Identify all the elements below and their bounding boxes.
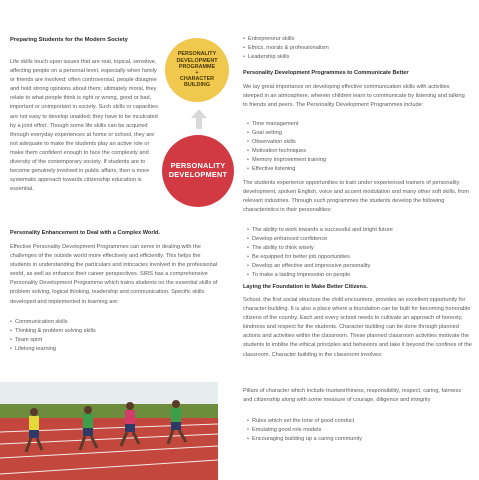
circle-line: DEVELOPMENT [176, 57, 218, 64]
list-item: • The ability to work towards a successful and bright future [247, 226, 393, 235]
circle-line: PERSONALITY [177, 51, 217, 58]
list-item: • Motivation techniques [247, 147, 326, 156]
list-item: • Communication skills [10, 318, 96, 327]
circle-line: CHARACTER [179, 76, 215, 83]
character-list [247, 417, 362, 444]
list-item: • Observation skills [247, 138, 326, 147]
paragraph-pillars: Pillars of character which include trustworthiness, responsibility, respect, caring, fairness and citizenship along with some measure of courage, diligence and integrity [243, 388, 462, 404]
list-item: • Encouraging building up a caring community [247, 435, 362, 444]
programmes-list [247, 120, 326, 175]
paragraph-communication-skills: We lay great importance on developing effective communication skills with activities steeped in an atmosphere, wherein children learn to communicate by listening and talking to friends and peers. The Personality Development Programmes include: [243, 84, 465, 109]
paragraph-trainers: The students experience opportunities to train under experienced trainers of personality development, spoken English, voice and accent modulation and many other soft skills, from relevant industries. Through such programmes the students develop the following characteristics in their personalities: [243, 180, 470, 214]
list-item: • Thinking & problem solving skills [10, 327, 96, 336]
circle-pdp-character-building [165, 38, 229, 102]
heading-communicate-better: Personality Development Programmes to Communicate Better [243, 70, 409, 76]
list-item: • Effective listening [247, 165, 326, 174]
circle-line: + [195, 70, 199, 76]
heading-modern-society: Preparing Students for the Modern Society [10, 37, 128, 43]
list-item: • Ethics, morals & professionalism [243, 44, 329, 53]
list-item: • The ability to think wisely [247, 244, 393, 253]
list-item: • Team spirit [10, 336, 96, 345]
paragraph-character-building: School, the first social structure the child encounters, provides an excellent opportunity for character-building. It is also a place where a foundation can be built for becoming honorable citizens of the country. Each and every school needs to cultivate an approach of honesty, kindness and respect for the students. Character building can be done through planned actions and activities within the classroom. These planned classroom activities motivate the students to imbibe the ethical principles and behaviors and take it beyond the confines of the classroom. Character building in the classroom involves: [243, 297, 472, 358]
circle-line: BUILDING [183, 82, 211, 89]
list-item: • Memory improvement training [247, 156, 326, 165]
list-item: • To make a lasting impression on people [247, 271, 393, 280]
circle-personality-development [162, 135, 234, 207]
list-item: • Leadership skills [243, 53, 329, 62]
list-item: • Be equipped for better job opportunities [247, 253, 393, 262]
top-skills-list [243, 35, 329, 62]
skills-bullet-list [10, 318, 96, 354]
list-item: • Rules which set the tone of good conduct [247, 417, 362, 426]
heading-personality-enhancement: Personality Enhancement to Deal with a Complex World. [10, 230, 161, 236]
circle-line: DEVELOPMENT [168, 170, 228, 179]
list-item: • Develop an effective and impressive personality [247, 262, 393, 271]
heading-better-citizens: Laying the Foundation to Make Better Citizens. [243, 284, 368, 290]
list-item: • Entrepreneur skills [243, 35, 329, 44]
paragraph-life-skills: Life skills touch upon issues that are real, topical, sensitive, affecting people on a personal level, especially when family or friends are involved; often controversial, people disagree and hold strong opinions about them; ultimately moral, they relate to what people think is right or wrong, good or bad, important or unimportant in society. Such skills or capacities are not easy to develop unaided; they have to be inculcated by a joint effort. Though some life skills can be acquired through everyday experiences at home or school, they are not adequate to make the students play an active role or make them confident enough to face the complexity and diversity of the contemporary society. If students are to become genuinely involved in public affairs, then a more systematic approach towards citizenship education is essential. [10, 59, 158, 193]
list-item: • Goal setting [247, 129, 326, 138]
up-arrow-icon [190, 108, 208, 130]
list-item: • Time management [247, 120, 326, 129]
list-item: • Lifelong learning [10, 345, 96, 354]
paragraph-effective-programmes: Effective Personality Development Programmes can serve in dealing with the challenges of the outside world more effectively and efficiently. This helps the students in understanding the particulars and intricacies involved in the professional world, as well as enhance their career perspectives. SIRS has a comprehensive Personality Development Programme which trains students on the essential skills of problem solving, logical thinking, leadership and communication. Specific skills developed and implemented in learning are: [10, 244, 218, 305]
circle-line: PERSONALITY [170, 161, 226, 171]
characteristics-list [247, 226, 393, 281]
list-item: • Develop enhanced confidence [247, 235, 393, 244]
circle-line: PROGRAMME [178, 63, 216, 70]
students-running-photo [0, 382, 218, 480]
list-item: • Emulating good role models [247, 426, 362, 435]
